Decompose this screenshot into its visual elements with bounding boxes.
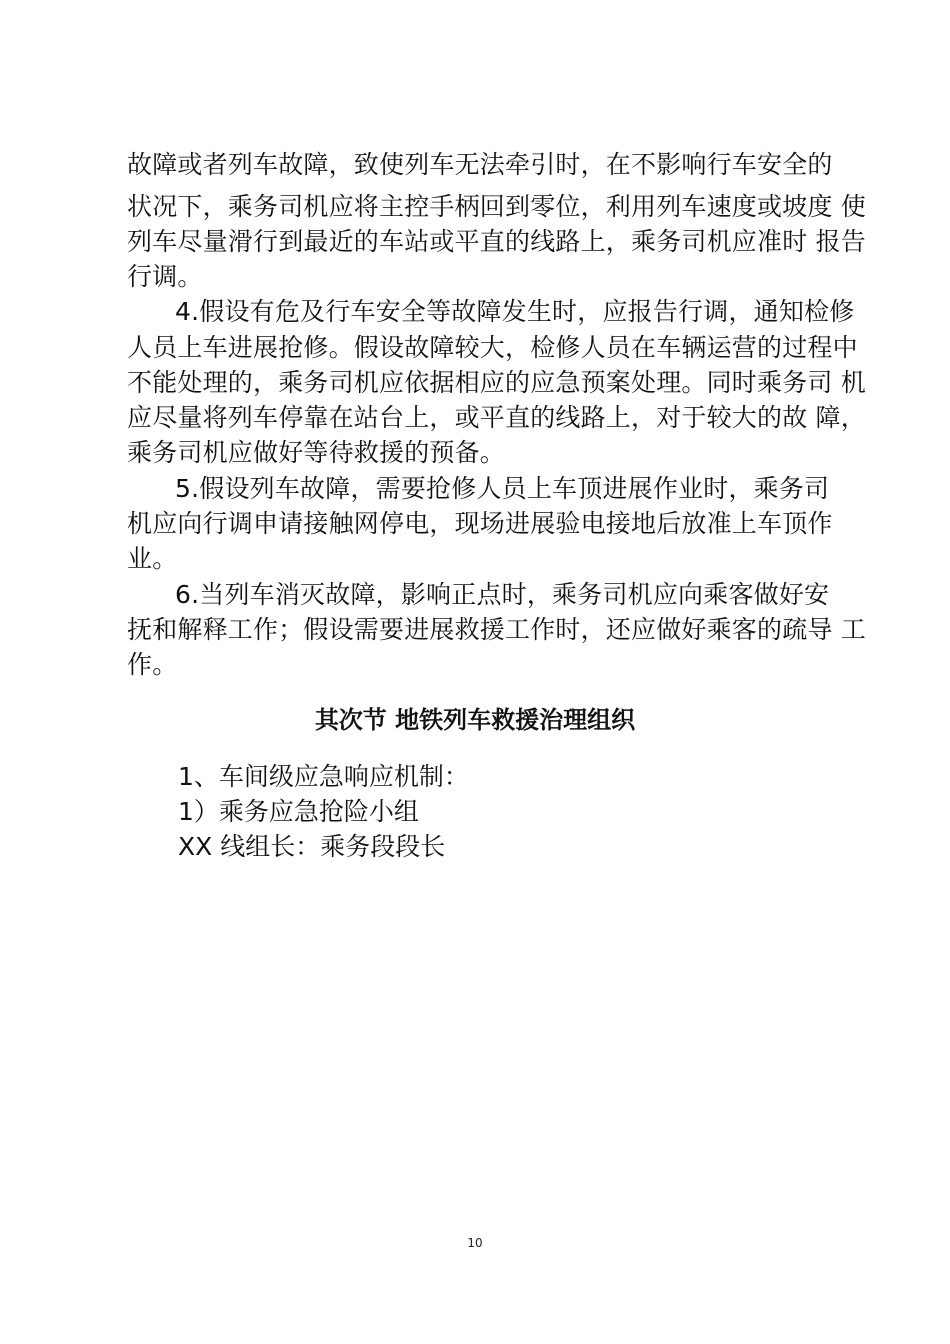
paragraph-line: 作。 — [127, 650, 178, 679]
page-number: 10 — [467, 1236, 483, 1250]
section-heading: 其次节 地铁列车救援治理组织 — [314, 706, 636, 734]
paragraph-line: 列车尽量滑行到最近的车站或平直的线路上，乘务司机应准时 报告 — [127, 227, 866, 256]
paragraph-line: 行调。 — [127, 262, 203, 291]
paragraph-line: 故障或者列车故障，致使列车无法牵引时，在不影响行车安全的 — [127, 150, 833, 179]
paragraph-line: 业。 — [127, 544, 178, 573]
paragraph-line: 不能处理的，乘务司机应依据相应的应急预案处理。同时乘务司 机 — [127, 368, 866, 397]
paragraph-line: 5.假设列车故障，需要抢修人员上车顶进展作业时，乘务司 — [175, 474, 830, 503]
paragraph-line: 4.假设有危及行车安全等故障发生时，应报告行调，通知检修 — [175, 297, 855, 326]
list-item: 1）乘务应急抢险小组 — [178, 797, 419, 826]
paragraph-line: 状况下，乘务司机应将主控手柄回到零位，利用列车速度或坡度 使 — [127, 192, 866, 221]
paragraph-line: 人员上车进展抢修。假设故障较大，检修人员在车辆运营的过程中 — [127, 333, 858, 362]
paragraph-line: 6.当列车消灭故障，影响正点时，乘务司机应向乘客做好安 — [175, 580, 830, 609]
paragraph-line: 抚和解释工作；假设需要进展救援工作时，还应做好乘客的疏导 工 — [127, 615, 866, 644]
paragraph-line: 应尽量将列车停靠在站台上，或平直的线路上，对于较大的故 障， — [127, 403, 866, 432]
list-item: 1、车间级应急响应机制： — [178, 762, 469, 791]
paragraph-line: 乘务司机应做好等待救援的预备。 — [127, 438, 506, 467]
list-item: XX 线组长：乘务段段长 — [178, 832, 446, 861]
paragraph-line: 机应向行调申请接触网停电，现场进展验电接地后放准上车顶作 — [127, 509, 833, 538]
